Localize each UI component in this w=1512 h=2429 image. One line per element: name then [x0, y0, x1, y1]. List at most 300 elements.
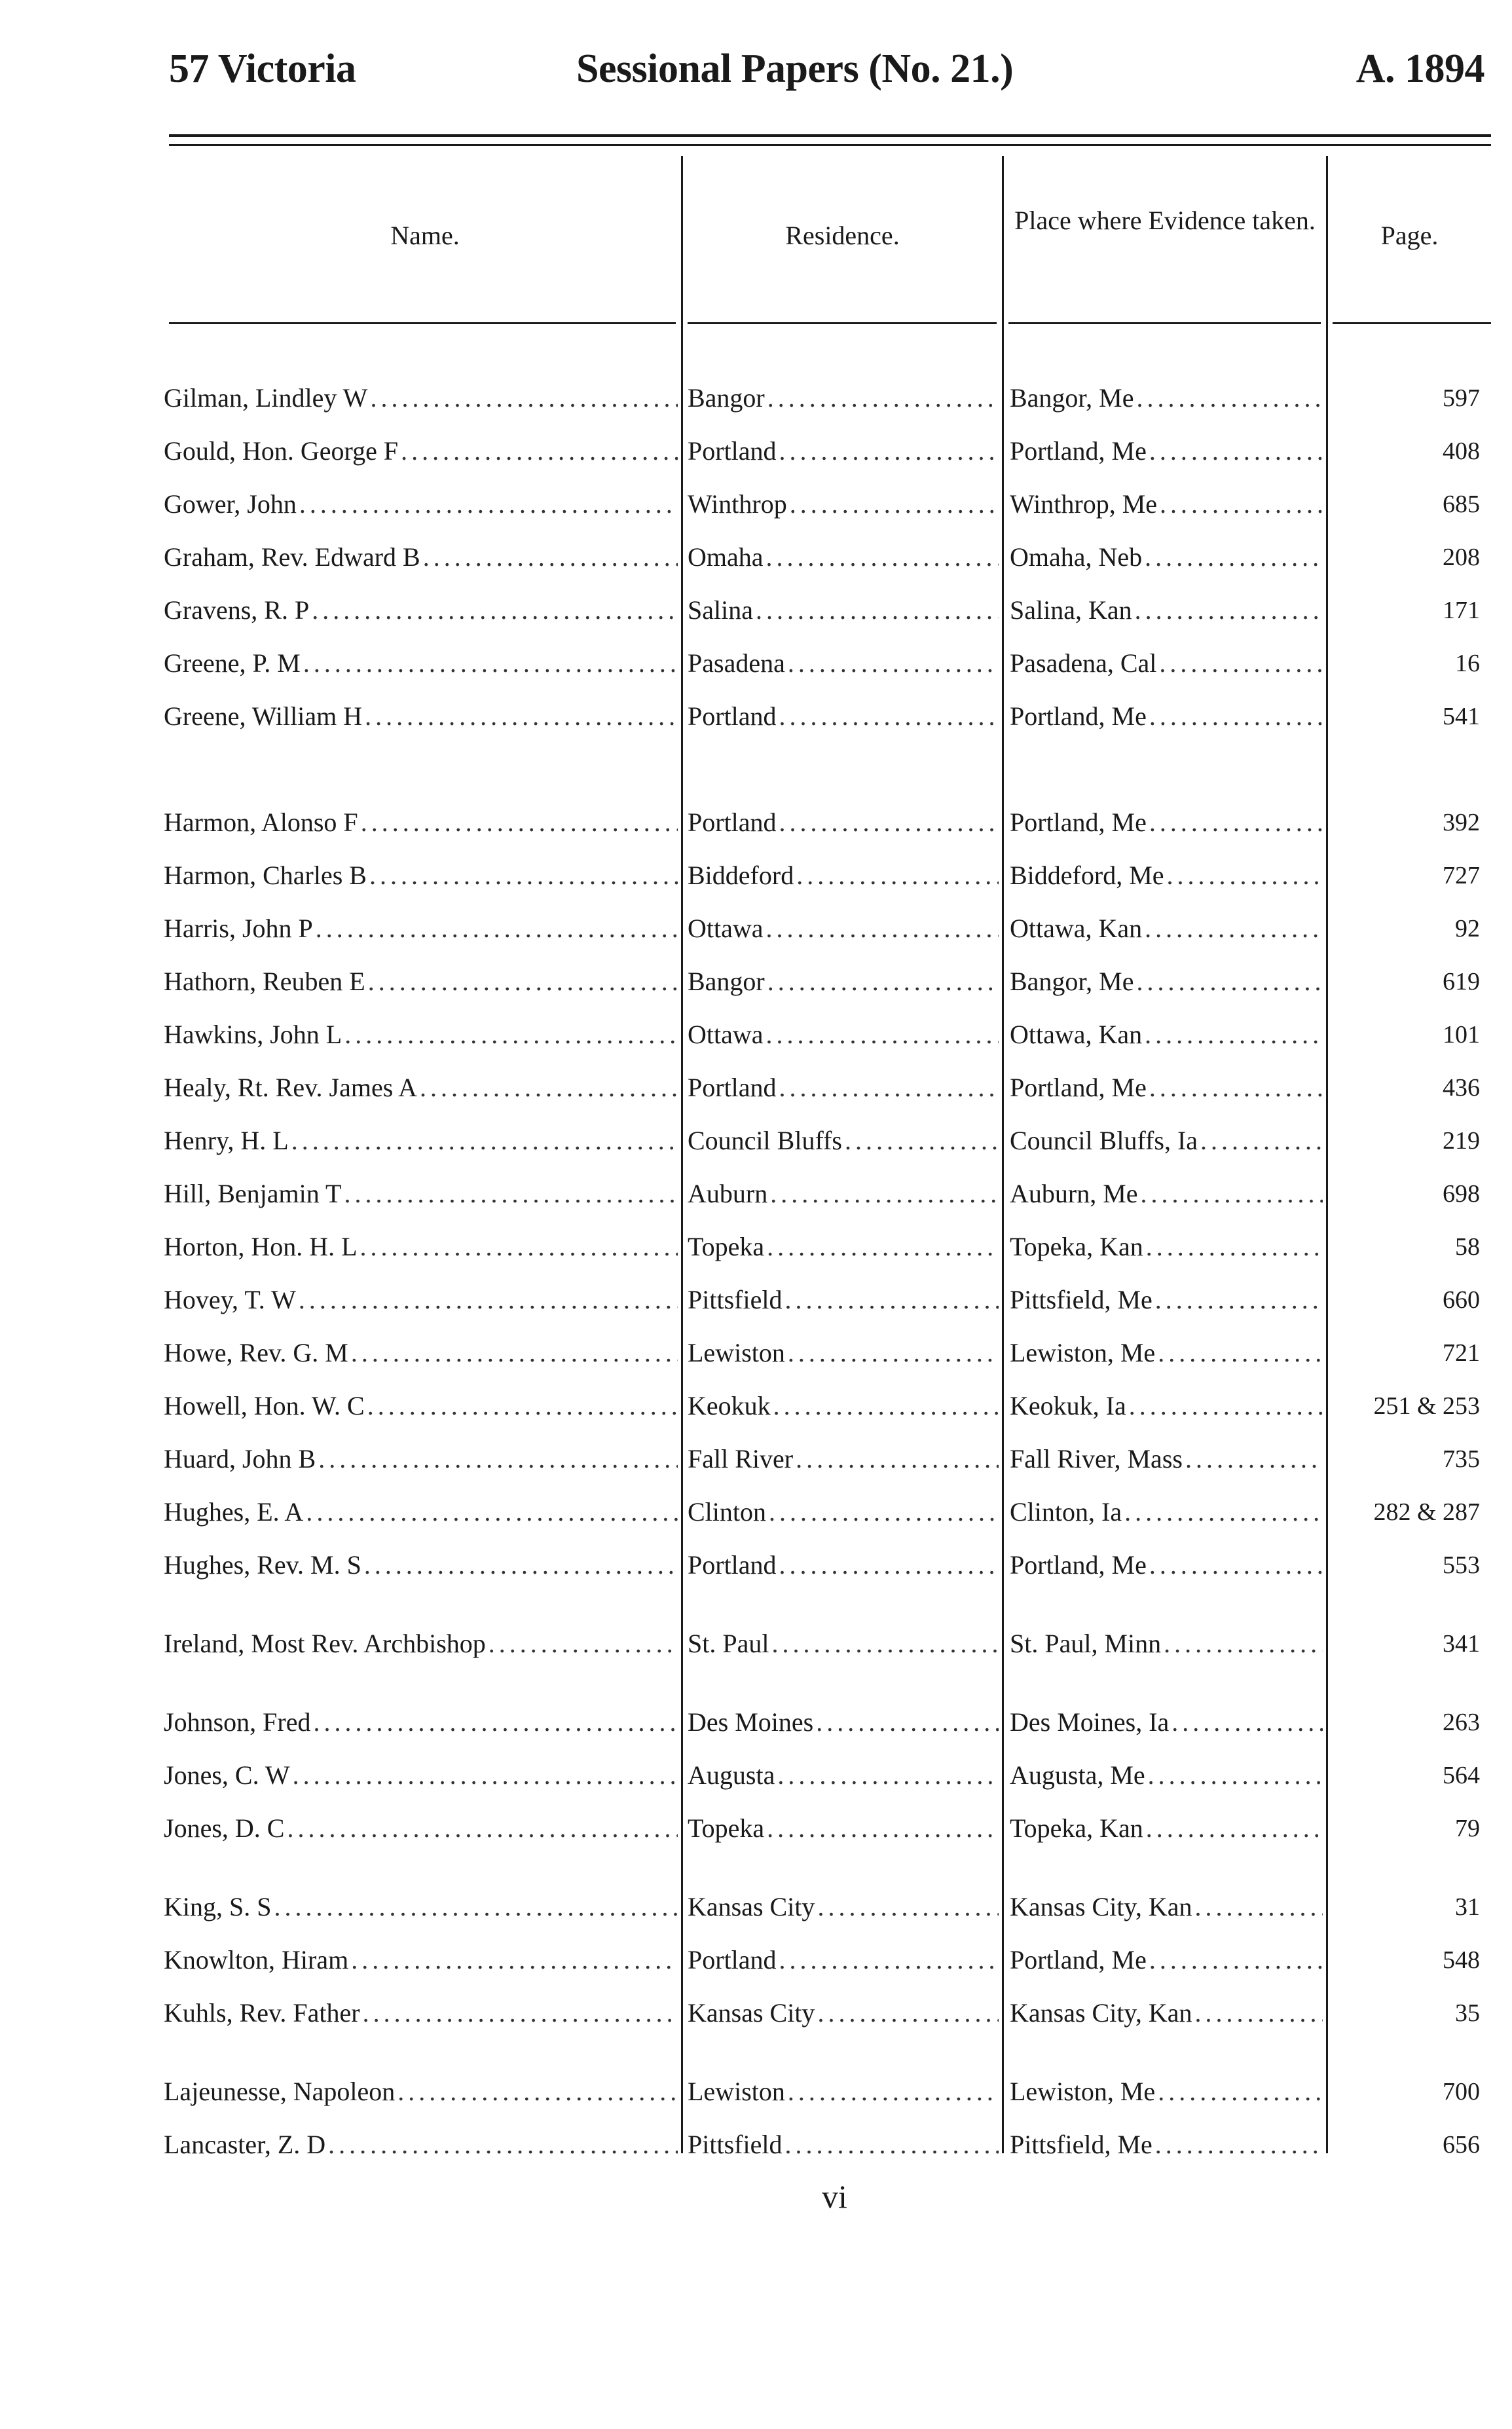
- row-residence-text: Council Bluffs: [688, 1126, 842, 1155]
- row-name: [164, 2128, 678, 2162]
- row-residence-text: Pasadena: [688, 648, 785, 678]
- row-residence: [688, 1283, 999, 1317]
- row-place: [1010, 1705, 1323, 1739]
- leader-dots: [1145, 912, 1323, 946]
- header-year: A. 1894: [1355, 46, 1484, 91]
- row-page: 698: [1443, 1180, 1480, 1208]
- row-name-text: Graham, Rev. Edward B: [164, 542, 420, 572]
- leader-dots: [1129, 1389, 1323, 1423]
- row-place-text: Portland, Me: [1010, 1945, 1147, 1975]
- leader-dots: [788, 2075, 999, 2109]
- row-name: [164, 1627, 678, 1661]
- row-name-text: Lancaster, Z. D: [164, 2130, 326, 2159]
- row-residence: [688, 1124, 999, 1158]
- leader-dots: [788, 646, 999, 680]
- row-residence-text: Augusta: [688, 1760, 775, 1790]
- row-place-text: Biddeford, Me: [1010, 861, 1164, 890]
- leader-dots: [1158, 2075, 1323, 2109]
- row-residence-text: Salina: [688, 595, 753, 625]
- row-name: [164, 1495, 678, 1529]
- row-name-text: Horton, Hon. H. L: [164, 1232, 358, 1261]
- row-name: [164, 699, 678, 733]
- row-residence: [688, 646, 999, 680]
- row-name-text: Howell, Hon. W. C: [164, 1391, 365, 1420]
- leader-dots: [1160, 487, 1323, 521]
- leader-dots: [779, 1548, 999, 1582]
- leader-dots: [1136, 965, 1323, 999]
- column-header-name: Name.: [390, 221, 460, 250]
- leader-dots: [1155, 2128, 1323, 2162]
- leader-dots: [1145, 1018, 1323, 1052]
- row-name-text: Jones, C. W: [164, 1760, 290, 1790]
- row-residence-text: Portland: [688, 436, 777, 466]
- row-name: [164, 1548, 678, 1582]
- row-place: [1010, 1230, 1323, 1264]
- row-page: 282 & 287: [1373, 1498, 1480, 1526]
- leader-dots: [1149, 806, 1323, 840]
- row-name-text: Hughes, E. A: [164, 1497, 304, 1527]
- row-name-text: Gravens, R. P: [164, 595, 310, 625]
- leader-dots: [1171, 1705, 1323, 1739]
- row-residence-text: Kansas City: [688, 1892, 815, 1921]
- row-page: 619: [1443, 968, 1480, 995]
- row-place: [1010, 699, 1323, 733]
- header-title: Sessional Papers (No. 21.): [576, 46, 1014, 91]
- leader-dots: [1136, 381, 1323, 415]
- row-place: [1010, 1071, 1323, 1105]
- row-page: 392: [1443, 809, 1480, 836]
- row-residence: [688, 593, 999, 627]
- row-page: 408: [1443, 437, 1480, 465]
- row-name: [164, 646, 678, 680]
- row-name-text: Jones, D. C: [164, 1813, 285, 1843]
- row-name: [164, 2075, 678, 2109]
- row-name-text: Henry, H. L: [164, 1126, 289, 1155]
- row-residence-text: Bangor: [688, 967, 765, 996]
- leader-dots: [1149, 1548, 1323, 1582]
- row-place: [1010, 1442, 1323, 1476]
- leader-dots: [1167, 859, 1323, 893]
- row-residence-text: Omaha: [688, 542, 764, 572]
- row-page: 35: [1455, 1999, 1480, 2027]
- row-residence-text: Pittsfield: [688, 2130, 783, 2159]
- leader-dots: [1141, 1177, 1323, 1211]
- row-residence-text: Ottawa: [688, 1020, 764, 1049]
- row-name: [164, 1890, 678, 1924]
- leader-dots: [770, 1177, 999, 1211]
- row-name-text: Hathorn, Reuben E: [164, 967, 365, 996]
- leader-dots: [771, 1627, 999, 1661]
- row-residence: [688, 1705, 999, 1739]
- row-place-text: Kansas City, Kan: [1010, 1892, 1192, 1921]
- row-place-text: St. Paul, Minn: [1010, 1629, 1162, 1658]
- row-name-text: Hawkins, John L: [164, 1020, 342, 1049]
- row-place-text: Portland, Me: [1010, 1073, 1147, 1102]
- row-residence-text: Ottawa: [688, 914, 764, 943]
- row-name: [164, 1758, 678, 1792]
- leader-dots: [367, 1389, 678, 1423]
- leader-dots: [344, 1177, 678, 1211]
- row-place: [1010, 646, 1323, 680]
- leader-dots: [1159, 646, 1323, 680]
- leader-dots: [779, 1943, 999, 1977]
- row-page: 700: [1443, 2078, 1480, 2105]
- leader-dots: [1135, 593, 1323, 627]
- leader-dots: [845, 1124, 999, 1158]
- row-residence-text: Auburn: [688, 1179, 768, 1208]
- row-place: [1010, 2128, 1323, 2162]
- row-place: [1010, 1943, 1323, 1977]
- leader-dots: [361, 806, 678, 840]
- leader-dots: [316, 912, 678, 946]
- leader-dots: [779, 806, 999, 840]
- leader-dots: [351, 1943, 678, 1977]
- leader-dots: [817, 1890, 999, 1924]
- row-place: [1010, 540, 1323, 574]
- row-name: [164, 487, 678, 521]
- row-name: [164, 806, 678, 840]
- row-place-text: Salina, Kan: [1010, 595, 1132, 625]
- row-place: [1010, 1018, 1323, 1052]
- row-page: 263: [1443, 1709, 1480, 1736]
- leader-dots: [420, 1071, 678, 1105]
- heading-rule-page: [1333, 322, 1491, 324]
- row-page: 341: [1443, 1630, 1480, 1658]
- column-header-page: Page.: [1380, 221, 1439, 250]
- row-name: [164, 1811, 678, 1845]
- leader-dots: [788, 1336, 999, 1370]
- leader-dots: [777, 1758, 999, 1792]
- row-name-text: Lajeunesse, Napoleon: [164, 2077, 396, 2106]
- row-name-text: Greene, P. M: [164, 648, 301, 678]
- leader-dots: [816, 1705, 999, 1739]
- leader-dots: [299, 487, 678, 521]
- row-place-text: Pittsfield, Me: [1010, 1285, 1152, 1314]
- row-name-text: Gower, John: [164, 489, 297, 519]
- row-page: 251 & 253: [1373, 1392, 1480, 1420]
- row-residence: [688, 1389, 999, 1423]
- row-page: 58: [1455, 1233, 1480, 1261]
- leader-dots: [306, 1495, 678, 1529]
- row-name-text: Johnson, Fred: [164, 1707, 311, 1737]
- row-page: 735: [1443, 1445, 1480, 1473]
- row-name-text: Hovey, T. W: [164, 1285, 296, 1314]
- column-header-residence: Residence.: [785, 221, 900, 250]
- leader-dots: [769, 1495, 999, 1529]
- leader-dots: [767, 1230, 999, 1264]
- row-place-text: Portland, Me: [1010, 807, 1147, 837]
- leader-dots: [1145, 540, 1323, 574]
- row-page: 564: [1443, 1762, 1480, 1789]
- row-name: [164, 381, 678, 415]
- leader-dots: [291, 1124, 678, 1158]
- row-residence-text: Biddeford: [688, 861, 794, 890]
- row-place-text: Ottawa, Kan: [1010, 914, 1143, 943]
- header-rule-bottom: [169, 144, 1491, 146]
- row-place-text: Winthrop, Me: [1010, 489, 1158, 519]
- leader-dots: [1155, 1283, 1323, 1317]
- row-place-text: Bangor, Me: [1010, 967, 1134, 996]
- leader-dots: [767, 381, 999, 415]
- row-page: 79: [1455, 1815, 1480, 1842]
- row-residence-text: Topeka: [688, 1813, 765, 1843]
- row-residence: [688, 859, 999, 893]
- row-name-text: Knowlton, Hiram: [164, 1945, 349, 1975]
- row-residence-text: Topeka: [688, 1232, 765, 1261]
- leader-dots: [344, 1018, 678, 1052]
- row-name: [164, 1705, 678, 1739]
- row-place: [1010, 593, 1323, 627]
- row-residence-text: Lewiston: [688, 2077, 785, 2106]
- row-residence-text: Portland: [688, 1550, 777, 1580]
- leader-dots: [370, 381, 678, 415]
- leader-dots: [318, 1442, 678, 1476]
- row-name: [164, 965, 678, 999]
- leader-dots: [1158, 1336, 1323, 1370]
- row-name-text: Kuhls, Rev. Father: [164, 1998, 360, 2028]
- row-place-text: Pasadena, Cal: [1010, 648, 1157, 678]
- row-place: [1010, 1124, 1323, 1158]
- row-residence-text: St. Paul: [688, 1629, 769, 1658]
- row-place: [1010, 1996, 1323, 2030]
- leader-dots: [313, 1705, 678, 1739]
- row-name-text: Huard, John B: [164, 1444, 316, 1474]
- row-place: [1010, 1495, 1323, 1529]
- row-residence: [688, 806, 999, 840]
- row-place: [1010, 487, 1323, 521]
- row-name-text: Hughes, Rev. M. S: [164, 1550, 361, 1580]
- row-name-text: Healy, Rt. Rev. James A: [164, 1073, 417, 1102]
- row-place: [1010, 1758, 1323, 1792]
- row-place-text: Lewiston, Me: [1010, 1338, 1156, 1367]
- row-page: 553: [1443, 1551, 1480, 1579]
- row-place-text: Topeka, Kan: [1010, 1232, 1143, 1261]
- leader-dots: [796, 1442, 999, 1476]
- row-residence-text: Bangor: [688, 383, 765, 413]
- leader-dots: [1149, 1943, 1323, 1977]
- leader-dots: [423, 540, 678, 574]
- row-place: [1010, 1890, 1323, 1924]
- row-place: [1010, 912, 1323, 946]
- leader-dots: [1146, 1811, 1323, 1845]
- leader-dots: [369, 859, 678, 893]
- row-residence-text: Kansas City: [688, 1998, 815, 2028]
- row-residence: [688, 2075, 999, 2109]
- row-residence-text: Lewiston: [688, 1338, 785, 1367]
- column-divider-2: [1002, 156, 1004, 2153]
- leader-dots: [401, 434, 678, 468]
- row-place-text: Clinton, Ia: [1010, 1497, 1122, 1527]
- leader-dots: [328, 2128, 678, 2162]
- leader-dots: [360, 1230, 678, 1264]
- row-residence: [688, 1336, 999, 1370]
- leader-dots: [1164, 1627, 1323, 1661]
- leader-dots: [767, 1811, 999, 1845]
- leader-dots: [364, 1548, 678, 1582]
- row-place: [1010, 1548, 1323, 1582]
- row-residence-text: Des Moines: [688, 1707, 814, 1737]
- leader-dots: [766, 1018, 999, 1052]
- row-place-text: Keokuk, Ia: [1010, 1391, 1126, 1420]
- leader-dots: [274, 1890, 678, 1924]
- row-name: [164, 1996, 678, 2030]
- leader-dots: [293, 1758, 678, 1792]
- row-place-text: Portland, Me: [1010, 701, 1147, 731]
- leader-dots: [1124, 1495, 1323, 1529]
- leader-dots: [779, 699, 999, 733]
- row-name-text: Hill, Benjamin T: [164, 1179, 342, 1208]
- row-place: [1010, 806, 1323, 840]
- row-residence: [688, 2128, 999, 2162]
- leader-dots: [1148, 1758, 1323, 1792]
- row-name: [164, 912, 678, 946]
- row-page: 721: [1443, 1339, 1480, 1367]
- column-header-place: Place where Evidence taken.: [1014, 206, 1316, 235]
- leader-dots: [779, 1071, 999, 1105]
- row-place: [1010, 1811, 1323, 1845]
- row-place-text: Topeka, Kan: [1010, 1813, 1143, 1843]
- leader-dots: [1194, 1890, 1323, 1924]
- leader-dots: [397, 2075, 678, 2109]
- row-residence: [688, 1018, 999, 1052]
- leader-dots: [784, 2128, 999, 2162]
- row-residence: [688, 487, 999, 521]
- row-residence: [688, 1442, 999, 1476]
- row-residence: [688, 1996, 999, 2030]
- row-page: 101: [1443, 1021, 1480, 1048]
- row-page: 219: [1443, 1127, 1480, 1155]
- row-name: [164, 434, 678, 468]
- row-residence: [688, 1758, 999, 1792]
- leader-dots: [766, 912, 999, 946]
- leader-dots: [363, 1996, 678, 2030]
- row-name-text: King, S. S: [164, 1892, 272, 1921]
- row-residence: [688, 1943, 999, 1977]
- leader-dots: [1149, 699, 1323, 733]
- row-residence: [688, 1071, 999, 1105]
- leader-dots: [767, 965, 999, 999]
- row-residence: [688, 434, 999, 468]
- leader-dots: [784, 1283, 999, 1317]
- row-page: 656: [1443, 2131, 1480, 2159]
- leader-dots: [1149, 434, 1323, 468]
- leader-dots: [365, 699, 678, 733]
- row-name: [164, 1336, 678, 1370]
- row-residence: [688, 1548, 999, 1582]
- row-name-text: Ireland, Most Rev. Archbishop: [164, 1629, 486, 1658]
- row-name: [164, 1124, 678, 1158]
- column-divider-3: [1326, 156, 1328, 2153]
- row-place-text: Lewiston, Me: [1010, 2077, 1156, 2106]
- row-place-text: Pittsfield, Me: [1010, 2130, 1152, 2159]
- row-place-text: Auburn, Me: [1010, 1179, 1138, 1208]
- row-place-text: Bangor, Me: [1010, 383, 1134, 413]
- leader-dots: [756, 593, 999, 627]
- row-residence: [688, 965, 999, 999]
- row-name: [164, 1283, 678, 1317]
- row-residence: [688, 1230, 999, 1264]
- leader-dots: [779, 434, 999, 468]
- row-page: 541: [1443, 703, 1480, 730]
- row-residence: [688, 1811, 999, 1845]
- row-place: [1010, 1283, 1323, 1317]
- leader-dots: [1200, 1124, 1323, 1158]
- row-name: [164, 1177, 678, 1211]
- row-place: [1010, 381, 1323, 415]
- row-residence-text: Keokuk: [688, 1391, 771, 1420]
- row-residence: [688, 699, 999, 733]
- row-page: 16: [1455, 650, 1480, 677]
- leader-dots: [1185, 1442, 1323, 1476]
- header-session: 57 Victoria: [169, 46, 356, 91]
- row-place-text: Kansas City, Kan: [1010, 1998, 1192, 2028]
- leader-dots: [1149, 1071, 1323, 1105]
- leader-dots: [766, 540, 999, 574]
- row-residence-text: Portland: [688, 1073, 777, 1102]
- row-page: 171: [1443, 597, 1480, 624]
- row-page: 208: [1443, 544, 1480, 571]
- row-name: [164, 1018, 678, 1052]
- row-residence-text: Portland: [688, 701, 777, 731]
- row-place-text: Omaha, Neb: [1010, 542, 1143, 572]
- leader-dots: [817, 1996, 999, 2030]
- row-page: 548: [1443, 1946, 1480, 1974]
- row-place-text: Fall River, Mass: [1010, 1444, 1183, 1474]
- row-place: [1010, 2075, 1323, 2109]
- row-place-text: Portland, Me: [1010, 436, 1147, 466]
- row-name-text: Greene, William H: [164, 701, 363, 731]
- row-place: [1010, 1336, 1323, 1370]
- row-residence: [688, 381, 999, 415]
- row-place: [1010, 965, 1323, 999]
- row-name: [164, 1230, 678, 1264]
- row-place: [1010, 1389, 1323, 1423]
- leader-dots: [489, 1627, 678, 1661]
- row-place-text: Augusta, Me: [1010, 1760, 1145, 1790]
- row-page: 685: [1443, 491, 1480, 518]
- row-name-text: Gould, Hon. George F: [164, 436, 399, 466]
- row-name: [164, 1071, 678, 1105]
- row-residence-text: Portland: [688, 807, 777, 837]
- row-residence: [688, 912, 999, 946]
- row-residence-text: Portland: [688, 1945, 777, 1975]
- row-residence-text: Fall River: [688, 1444, 794, 1474]
- page-folio: vi: [822, 2178, 847, 2215]
- row-page: 436: [1443, 1074, 1480, 1102]
- row-place: [1010, 859, 1323, 893]
- row-residence: [688, 1177, 999, 1211]
- row-name-text: Howe, Rev. G. M: [164, 1338, 348, 1367]
- header-rule-top: [169, 134, 1491, 137]
- leader-dots: [299, 1283, 678, 1317]
- row-name: [164, 593, 678, 627]
- row-page: 92: [1455, 915, 1480, 942]
- column-divider-1: [681, 156, 683, 2153]
- heading-rule-place: [1008, 322, 1321, 324]
- row-name-text: Harmon, Alonso F: [164, 807, 358, 837]
- leader-dots: [303, 646, 678, 680]
- row-name: [164, 1943, 678, 1977]
- leader-dots: [1146, 1230, 1323, 1264]
- leader-dots: [368, 965, 678, 999]
- row-residence: [688, 1627, 999, 1661]
- row-page: 660: [1443, 1286, 1480, 1314]
- leader-dots: [790, 487, 999, 521]
- heading-rule-residence: [688, 322, 997, 324]
- row-place: [1010, 434, 1323, 468]
- leader-dots: [287, 1811, 678, 1845]
- leader-dots: [351, 1336, 678, 1370]
